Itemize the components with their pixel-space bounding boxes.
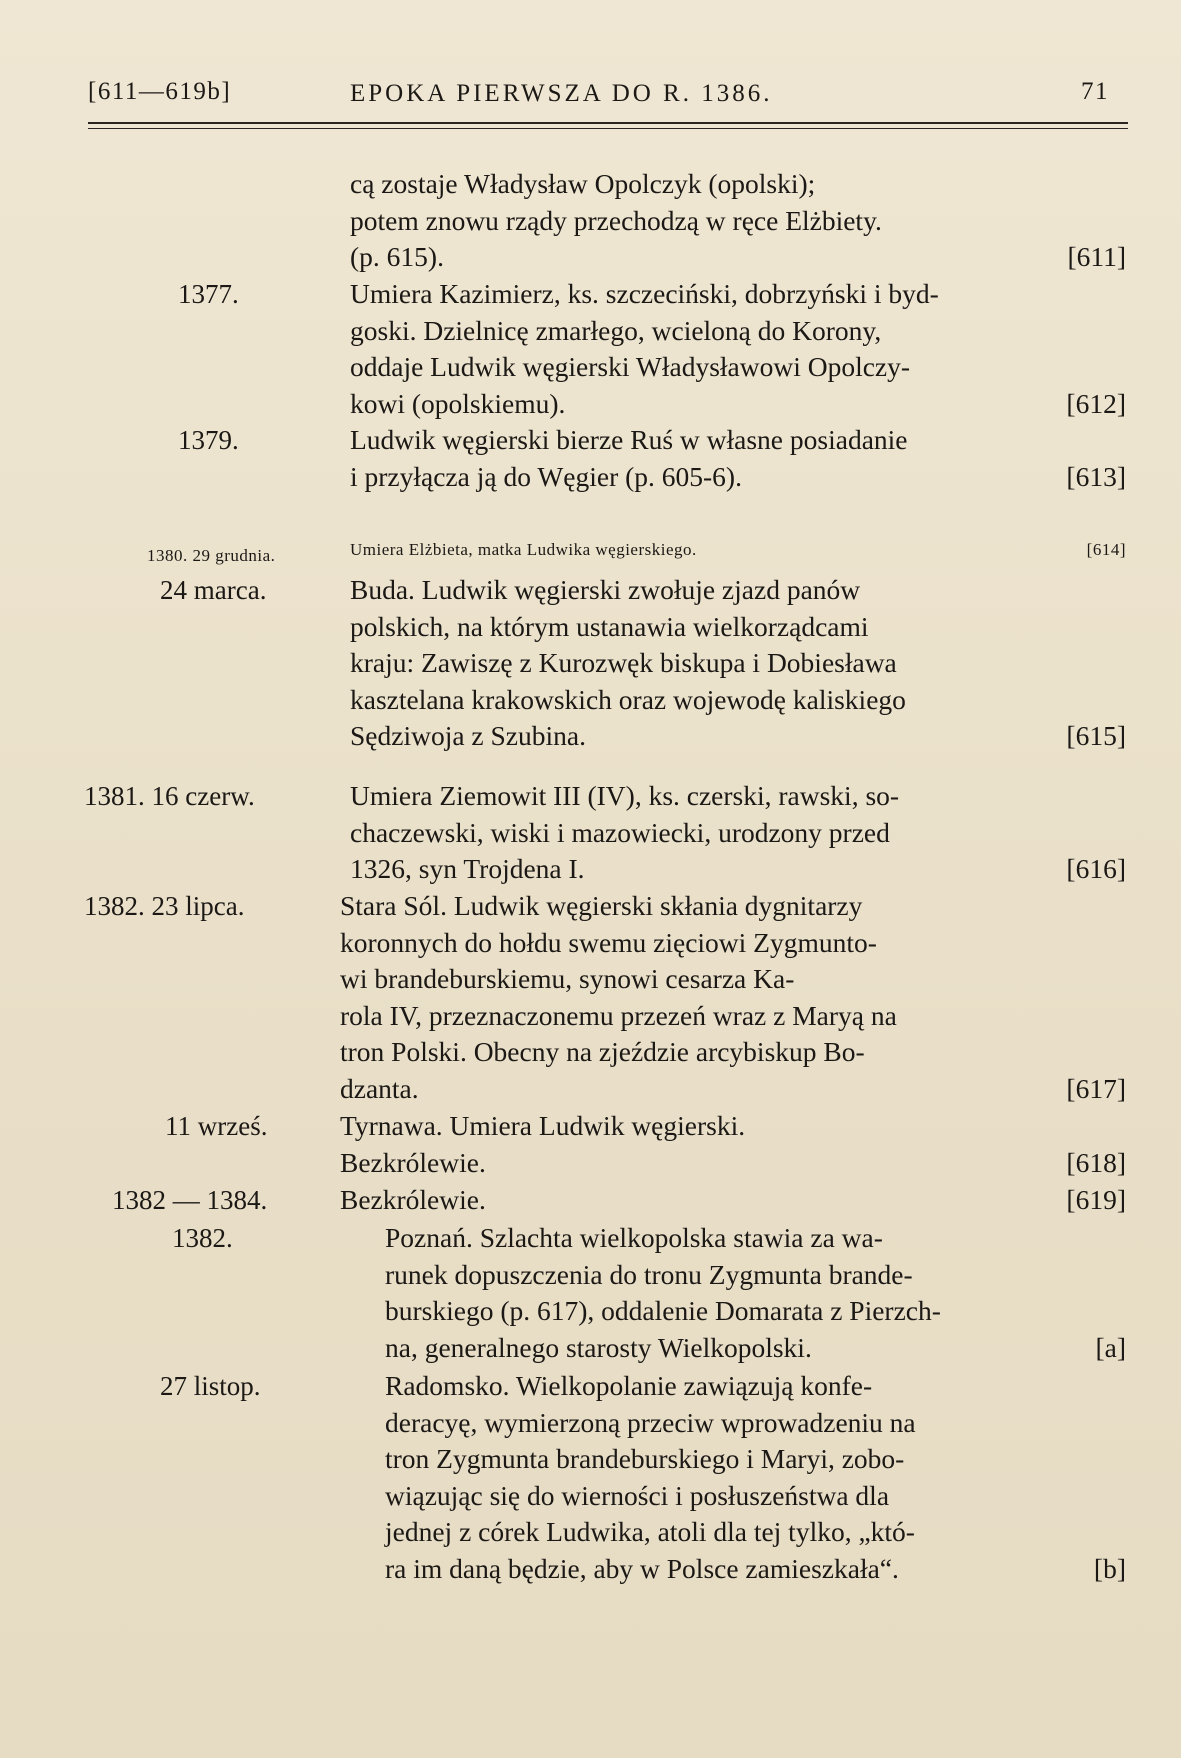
entry-line: cą zostaje Władysław Opolczyk (opolski); <box>350 168 816 199</box>
entry-text <box>350 572 1126 755</box>
entry-line: Ludwik węgierski bierze Ruś w własne posiadanie <box>350 424 908 455</box>
entry-line: jednej z córek Ludwika, atoli dla tej tylko, „któ- <box>385 1516 915 1547</box>
entry-text <box>350 276 1126 422</box>
entry-text <box>340 1182 1126 1219</box>
entry-ref: [611] <box>1067 241 1126 272</box>
entry-line: na, generalnego starosty Wielkopolski. <box>385 1331 812 1363</box>
entry-line: ra im daną będzie, aby w Polsce zamieszkała“. <box>385 1552 899 1584</box>
entry-date: 1377. <box>178 279 239 309</box>
entry-date: 1382. <box>172 1223 233 1253</box>
entry-line: burskiego (p. 617), oddalenie Domarata z Pierzch- <box>385 1295 941 1326</box>
entry-text <box>350 778 1126 888</box>
entry-line: runek dopuszczenia do tronu Zygmunta brande- <box>385 1258 913 1290</box>
entry-line: wi brandeburskiemu, synowi cesarza Ka- <box>340 963 795 994</box>
entry-line: Umiera Kazimierz, ks. szczeciński, dobrzyński i byd- <box>350 278 939 309</box>
entry-line: (p. 615). <box>350 241 444 272</box>
entry-ref: [615] <box>1066 720 1126 751</box>
entry-date: 1379. <box>178 425 239 455</box>
entry-text <box>340 888 1126 1107</box>
entry-text <box>350 166 1126 276</box>
entry-date: 24 marca. <box>160 575 267 605</box>
entry-text <box>340 1108 1126 1181</box>
entry-text <box>350 422 1126 495</box>
entry-ref: [a] <box>1095 1331 1126 1363</box>
entry-text <box>385 1368 1126 1587</box>
entry-text <box>385 1220 1126 1366</box>
entry-text <box>350 538 1126 562</box>
entry-ref: [613] <box>1066 460 1126 492</box>
page-number: 71 <box>1081 78 1109 105</box>
entry-line: Stara Sól. Ludwik węgierski skłania dygnitarzy <box>340 890 863 921</box>
entry-line: deracyę, wymierzoną przeciw wprowadzeniu na <box>385 1406 916 1438</box>
entry-date: 11 wrześ. <box>165 1111 268 1141</box>
entry-line: koronnych do hołdu swemu zięciowi Zygmunto- <box>340 926 877 958</box>
entry-ref: [612] <box>1066 387 1126 419</box>
header-range: [611—619b] <box>88 78 232 105</box>
header-rule-thin <box>88 128 1128 129</box>
entry-date: 1380. 29 grudnia. <box>147 546 276 565</box>
entry-date: 27 listop. <box>160 1371 261 1401</box>
entry-ref: [617] <box>1066 1072 1126 1104</box>
entry-line: Poznań. Szlachta wielkopolska stawia za wa- <box>385 1222 883 1253</box>
entry-ref: [614] <box>1086 540 1126 559</box>
entry-line: Bezkrólewie. <box>340 1184 486 1215</box>
entry-line: Umiera Elżbieta, matka Ludwika węgierskiego. <box>350 540 697 559</box>
entry-line: potem znowu rządy przechodzą w ręce Elżbiety. <box>350 204 882 236</box>
entry-line: 1326, syn Trojdena I. <box>350 853 585 884</box>
entry-line: Sędziwoja z Szubina. <box>350 720 586 751</box>
entry-line: oddaje Ludwik węgierski Władysławowi Opolczy- <box>350 351 911 382</box>
header-title: EPOKA PIERWSZA DO R. 1386. <box>350 80 773 107</box>
entry-line: goski. Dzielnicę zmarłego, wcieloną do Korony, <box>350 314 882 346</box>
running-header <box>88 78 1123 114</box>
entry-line: Bezkrólewie. <box>340 1146 486 1178</box>
entry-line: tron Zygmunta brandeburskiego i Maryi, zobo- <box>385 1443 905 1474</box>
entry-line: Radomsko. Wielkopolanie zawiązują konfe- <box>385 1370 873 1401</box>
entry-line: rola IV, przeznaczonemu przezeń wraz z Maryą na <box>340 999 897 1031</box>
entry-line: Tyrnawa. Umiera Ludwik węgierski. <box>340 1110 746 1141</box>
entry-line: chaczewski, wiski i mazowiecki, urodzony przed <box>350 816 890 848</box>
entry-ref: [b] <box>1093 1552 1126 1584</box>
entry-line: Umiera Ziemowit III (IV), ks. czerski, rawski, so- <box>350 780 900 811</box>
entry-line: kowi (opolskiemu). <box>350 387 566 419</box>
entry-line: Buda. Ludwik węgierski zwołuje zjazd panów <box>350 574 861 605</box>
entry-line: polskich, na którym ustanawia wielkorządcami <box>350 610 869 642</box>
entry-line: i przyłącza ją do Węgier (p. 605-6). <box>350 460 742 492</box>
entry-line: wiązując się do wierności i posłuszeństwa dla <box>385 1479 890 1511</box>
entry-date: 1381. 16 czerw. <box>84 781 255 811</box>
entry-ref: [616] <box>1066 853 1126 884</box>
entry-line: dzanta. <box>340 1072 419 1104</box>
entry-line: kasztelana krakowskich oraz wojewodę kaliskiego <box>350 683 906 715</box>
header-rule <box>88 122 1128 124</box>
entry-date: 1382. 23 lipca. <box>84 891 245 921</box>
entry-line: kraju: Zawiszę z Kurozwęk biskupa i Dobiesława <box>350 647 897 678</box>
entry-date: 1382 — 1384. <box>112 1185 268 1215</box>
entry-line: tron Polski. Obecny na zjeździe arcybiskup Bo- <box>340 1036 865 1067</box>
entry-ref: [618] <box>1066 1146 1126 1178</box>
entry-ref: [619] <box>1066 1184 1126 1215</box>
